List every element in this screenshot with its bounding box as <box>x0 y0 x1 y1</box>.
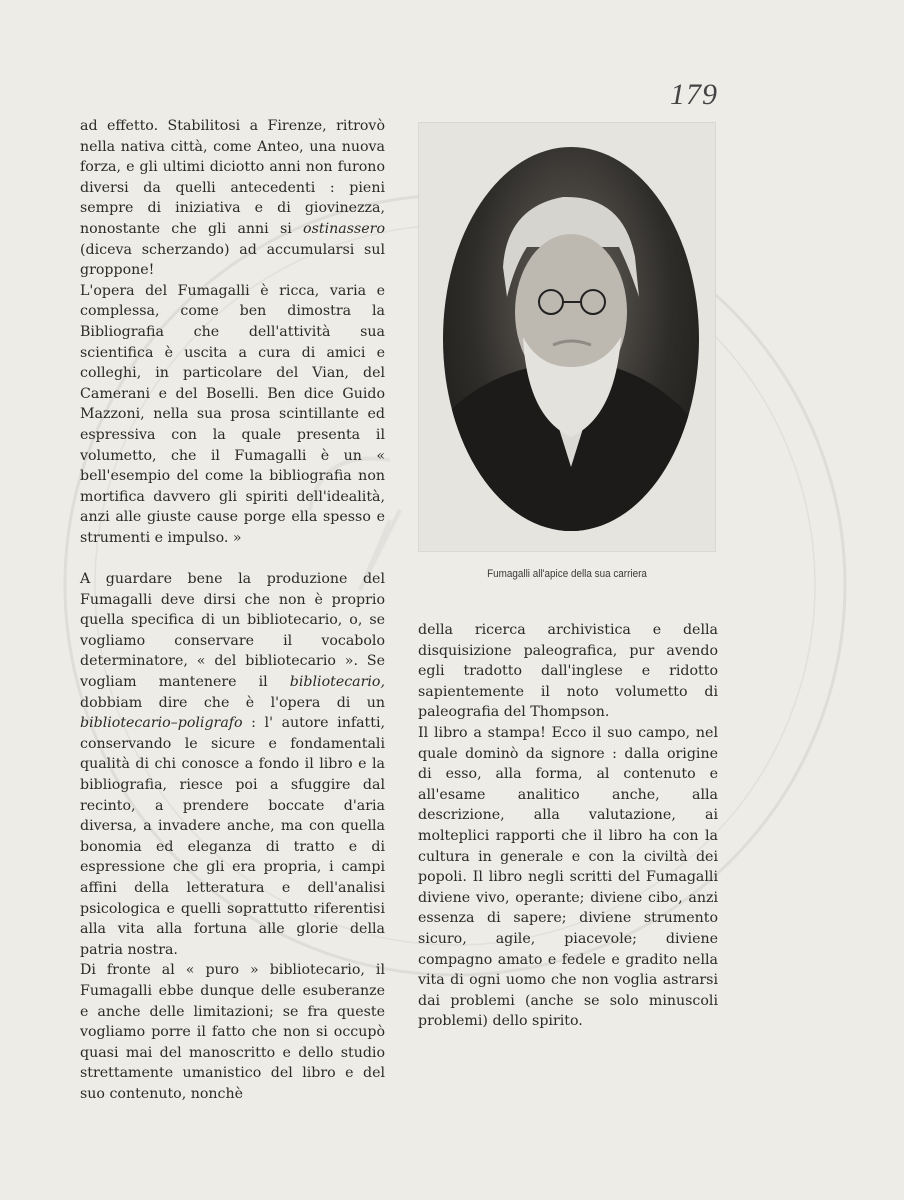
portrait-photo <box>418 122 716 552</box>
paragraph: ad effetto. Stabilitosi a Firenze, ritrovò nella nativa città, come Anteo, una nuova forza, e gli ultimi diciotto anni non furono diversi da quelli antecedenti : pieni sempre di iniziativa e di giovinezza, nonostante che gli anni si ostinassero (diceva scherzando) ad accumularsi sul groppone! <box>80 118 385 279</box>
right-text-column <box>418 620 718 1032</box>
portrait-oval <box>443 147 699 531</box>
paragraph: Il libro a stampa! Ecco il suo campo, nel quale dominò da signore : dalla origine di esso, alla forma, al contenuto e all'esame analitico anche, alla descrizione, alla valutazione, ai molteplici rapporti che il libro ha con la cultura in generale e con la civiltà dei popoli. Il libro negli scritti del Fumagalli diviene vivo, operante; diviene cibo, anzi essenza di sapere; diviene strumento sicuro, agile, piacevole; diviene compagno amato e fedele e gradito nella vita di ogni uomo che non voglia astrarsi dai problemi (anche se solo minuscoli problemi) dello spirito. <box>418 724 718 1030</box>
figure-caption: Fumagalli all'apice della sua carriera <box>487 568 647 580</box>
paragraph: L'opera del Fumagalli è ricca, varia e complessa, come ben dimostra la Bibliografia che dell'attività sua scientifica è uscita a cura di amici e colleghi, in particolare del Vian, del Camerani e del Boselli. Ben dice Guido Mazzoni, nella sua prosa scintillante ed espressiva con la quale presenta il volumetto, che il Fumagalli è un « bell'esempio del come la bibliografia non mortifica davvero gli spiriti dell'idealità, anzi alle giuste cause porge ella spesso e strumenti e impulso. » <box>80 282 385 546</box>
portrait-figure <box>443 147 699 531</box>
paragraph: della ricerca archivistica e della disquisizione paleografica, pur avendo egli tradotto dall'inglese e ridotto sapientemente il noto volumetto di paleografia del Thompson. <box>418 622 718 721</box>
page-number: 179 <box>670 78 718 111</box>
paragraph: A guardare bene la produzione del Fumagalli deve dirsi che non è proprio quella specifica di un bibliotecario, o, se vogliamo conservare il vocabolo determinatore, « del bibliotecario ». Se vogliam mantenere il bibliotecario, dobbiam dire che è l'opera di un bibliotecario–poligrafo : l' autore infatti, conservando le sicure e fondamentali qualità di chi conosce a fondo il libro e la bibliografia, riesce poi a sfuggire dal recinto, a prendere boccate d'aria diversa, a invadere anche, ma con quella bonomia ed eleganza di tratto e di espressione che gli era propria, i campi affini della letteratura e dell'analisi psicologica e quelli soprattutto riferentisi alla vita alla fortuna alle glorie della patria nostra. <box>80 571 385 958</box>
paragraph: Di fronte al « puro » bibliotecario, il Fumagalli ebbe dunque delle esuberanze e anche delle limitazioni; se fra queste vogliamo porre il fatto che non si occupò quasi mai del manoscritto e dello studio strettamente umanistico del libro e del suo contenuto, nonchè <box>80 962 385 1102</box>
left-text-column <box>80 116 385 1105</box>
